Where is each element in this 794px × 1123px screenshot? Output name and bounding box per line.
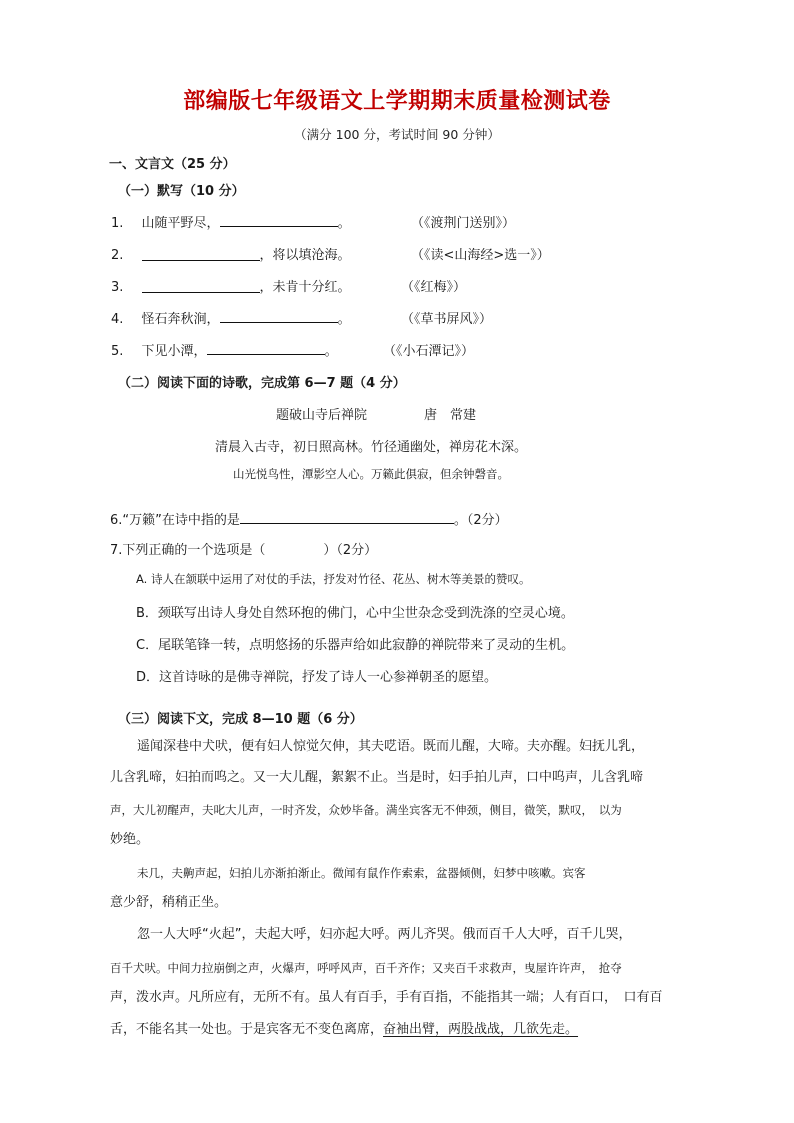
question-number: 3. (111, 280, 124, 295)
prose-line: 百千犬吠。中间力拉崩倒之声，火爆声，呼呼风声，百千齐作；又夹百千求救声，曳屋许许声， 抢夺 (110, 961, 622, 975)
question-5 (111, 340, 338, 359)
question-source: （《草书屏风》） (401, 312, 493, 327)
question-text: 7.下列正确的一个选项是（ (110, 543, 266, 558)
question-text: ，将以填沧海。 (259, 248, 351, 263)
answer-blank[interactable] (207, 342, 325, 355)
poem-title: 题破山寺后禅院 (276, 408, 368, 423)
question-2 (111, 244, 351, 263)
prose-line (110, 1023, 578, 1036)
answer-blank[interactable] (240, 511, 454, 524)
prose-line: 儿含乳啼，妇拍而呜之。又一大儿醒，絮絮不止。当是时，妇手拍儿声，口中呜声，儿含乳啼 (110, 770, 644, 785)
question-source: （《读<山海经>选一》） (411, 248, 550, 263)
page-title: 部编版七年级语文上学期期末质量检测试卷 (183, 88, 611, 114)
question-number: 5. (111, 344, 124, 359)
poem-author: 唐 常建 (424, 408, 477, 423)
prose-line: 声，泼水声。凡所应有，无所不有。虽人有百手，手有百指，不能指其一端；人有百口， 口有百 (110, 990, 663, 1005)
poem-line: 山光悦鸟性，潭影空人心。万籁此俱寂，但余钟磬音。 (233, 467, 509, 481)
answer-blank[interactable] (142, 248, 260, 261)
question-source: （《渡荆门送别》） (411, 216, 516, 231)
underlined-phrase: 奋袖出臂，两股战战，几欲先走。 (383, 1022, 579, 1037)
question-text: 。（2分） (453, 513, 508, 528)
question-6 (110, 509, 508, 528)
prose-line: 意少舒，稍稍正坐。 (110, 895, 228, 910)
exam-info: （满分 100 分，考试时间 90 分钟） (294, 127, 500, 142)
question-source: （《小石潭记》） (383, 344, 475, 359)
question-7 (110, 539, 377, 558)
question-source: （《红梅》） (401, 280, 467, 295)
question-text: 。 (324, 344, 338, 359)
question-text: 。 (337, 312, 351, 327)
option-c: C．尾联笔锋一转，点明悠扬的乐器声给如此寂静的禅院带来了灵动的生机。 (136, 638, 575, 653)
part-heading-poem: （二）阅读下面的诗歌，完成第 6—7 题（4 分） (118, 376, 406, 391)
question-number: 2. (111, 248, 124, 263)
poem-line: 清晨入古寺，初日照高林。竹径通幽处，禅房花木深。 (215, 440, 528, 455)
option-a: A. 诗人在颔联中运用了对仗的手法，抒发对竹径、花丛、树木等美景的赞叹。 (136, 572, 531, 586)
question-4 (111, 308, 351, 327)
question-3 (111, 276, 351, 295)
prose-line: 忽一人大呼“火起”，夫起大呼，妇亦起大呼。两儿齐哭。俄而百千人大呼，百千儿哭， (137, 927, 632, 942)
part-heading-dictation: （一）默写（10 分） (118, 184, 245, 199)
option-b: B．颈联写出诗人身处自然环抱的佛门，心中尘世杂念受到洗涤的空灵心境。 (136, 606, 574, 621)
question-number: 4. (111, 312, 124, 327)
option-d: D．这首诗咏的是佛寺禅院，抒发了诗人一心参禅朝圣的愿望。 (136, 670, 498, 685)
question-text: 下见小潭， (141, 344, 207, 359)
question-text: ，未肯十分红。 (259, 280, 351, 295)
question-text: 6.“万籁”在诗中指的是 (110, 513, 240, 528)
prose-line: 未几，夫齁声起，妇拍儿亦渐拍渐止。微闻有鼠作作索索，盆器倾侧，妇梦中咳嗽。宾客 (137, 866, 586, 880)
answer-blank[interactable] (220, 310, 338, 323)
answer-blank[interactable] (220, 214, 338, 227)
question-text: 怪石奔秋涧， (141, 312, 220, 327)
question-text: 。 (337, 216, 351, 231)
prose-line: 声，大儿初醒声，夫叱大儿声，一时齐发，众妙毕备。满坐宾客无不伸颈，侧目，微笑，默叹， 以为 (110, 803, 622, 817)
question-number: 1. (111, 216, 124, 231)
prose-line: 遥闻深巷中犬吠，便有妇人惊觉欠伸，其夫呓语。既而儿醒，大啼。夫亦醒。妇抚儿乳， (137, 739, 645, 754)
question-text: ）（2分） (323, 543, 378, 558)
answer-blank[interactable] (142, 280, 260, 293)
question-1 (111, 212, 351, 231)
section-heading: 一、文言文（25 分） (109, 157, 236, 172)
prose-text: 舌，不能名其一处也。于是宾客无不变色离席， (110, 1022, 384, 1037)
part-heading-prose: （三）阅读下文，完成 8—10 题（6 分） (118, 712, 363, 727)
prose-line: 妙绝。 (110, 832, 150, 847)
question-text: 山随平野尽， (141, 216, 220, 231)
